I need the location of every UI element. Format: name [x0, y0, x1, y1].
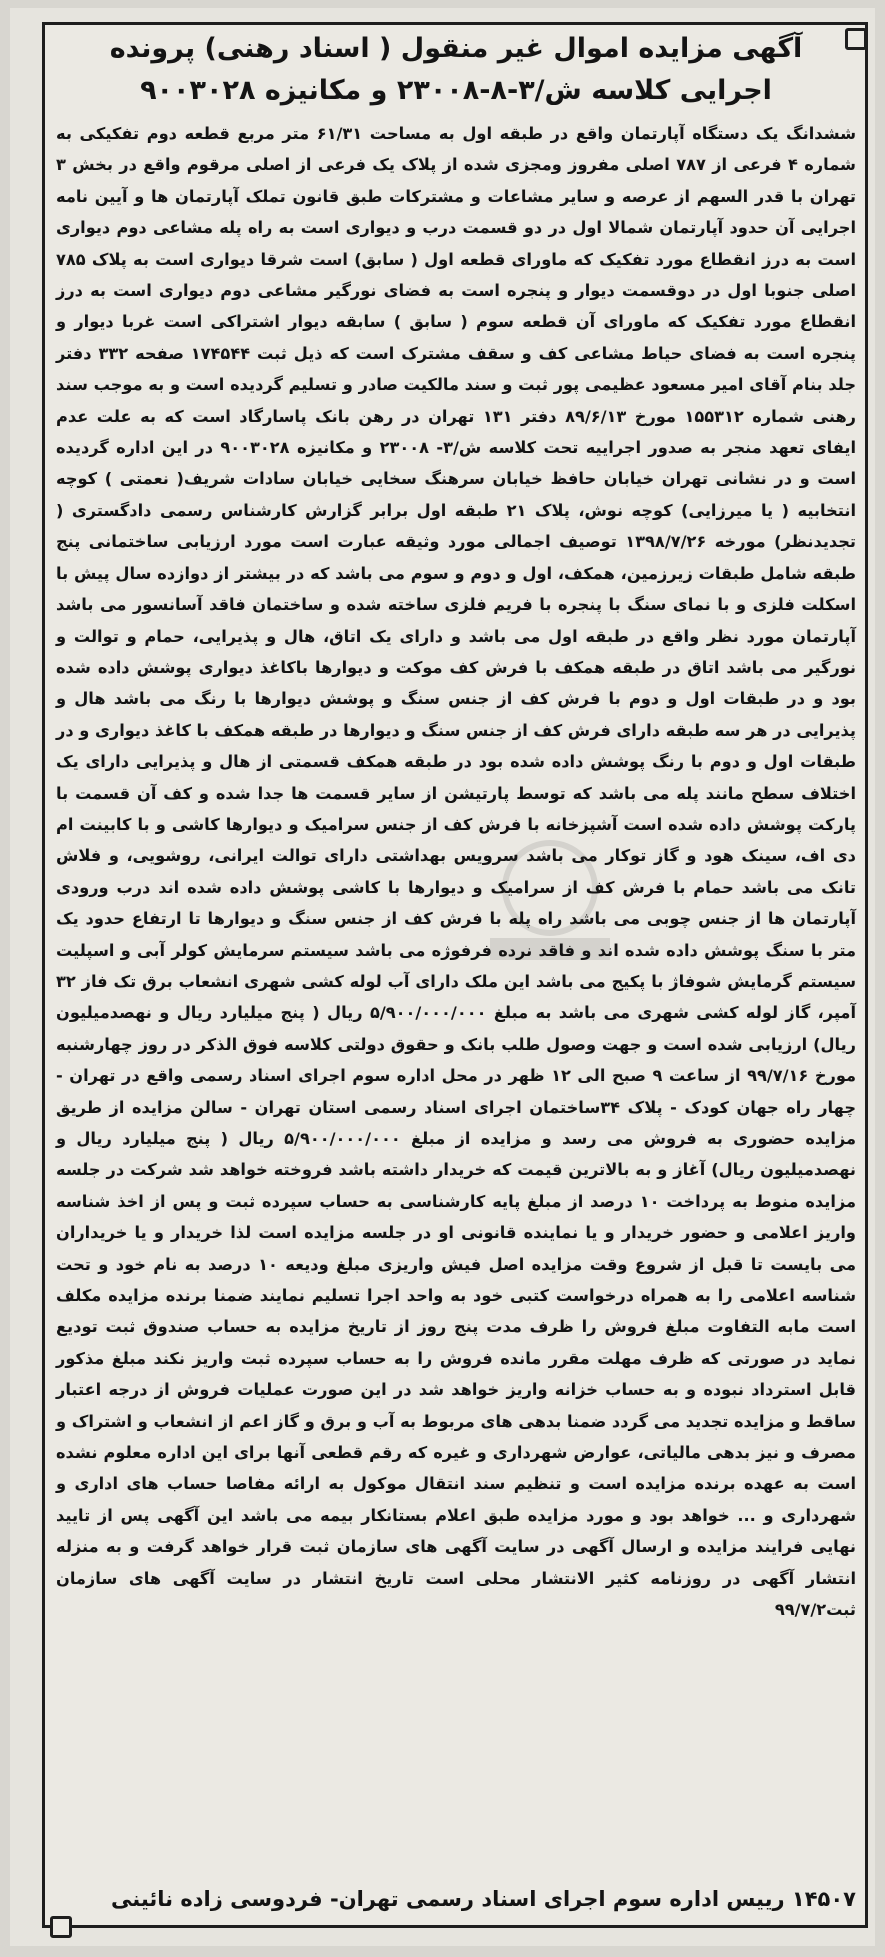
- ad-signature: ۱۴۵۰۷ رییس اداره سوم اجرای اسناد رسمی تهران- فردوسی زاده نائینی: [111, 1887, 856, 1911]
- ad-title: آگهی مزایده اموال غیر منقول ( اسناد رهنی) پرونده اجرایی کلاسه ش/۳-۸-۲۳۰۰۸ و مکانیزه ۹۰۰۳۰۲۸: [109, 33, 803, 106]
- auction-ad: [50, 28, 862, 1923]
- newspaper-clipping: [10, 8, 875, 1946]
- ad-body: ششدانگ یک دستگاه آپارتمان واقع در طبقه اول به مساحت ۶۱/۳۱ متر مربع قطعه دوم تفکیکی به شماره ۴ فرعی از ۷۸۷ اصلی مفروز ومجزی شده از پلاک یک فرعی از اصلی مرقوم واقع در بخش ۳ تهران با قدر السهم از عرصه و سایر مشاعات و مشترکات طبق قانون تملک آپارتمان ها و آیین نامه اجرایی آن حدود آپارتمان شمالا اول در دو قسمت درب و دیواری است به راه پله مشاعی دوم دیواری است به درز انقطاع مورد تفکیک که ماورای قطعه اول ( سابق) است شرقا دیواری است به پلاک ۷۸۵ اصلی جنوبا اول در دوقسمت دیوار و پنجره است به فضای نورگیر مشاعی دوم دیواری است به درز انقطاع مورد تفکیک که ماورای آن قطعه سوم ( سابق ) سابقه دیوار اشتراکی است غربا دیوار و پنجره است به فضای حیاط مشاعی کف و سقف مشترک است که ذیل ثبت ۱۷۴۵۴۴ صفحه ۳۳۲ دفتر جلد بنام آقای امیر مسعود عظیمی پور ثبت و سند مالکیت صادر و تسلیم گردیده است و به موجب سند رهنی شماره ۱۵۵۳۱۲ مورخ ۸۹/۶/۱۳ دفتر ۱۳۱ تهران در رهن بانک پاسارگاد است که به علت عدم ایفای تعهد منجر به صدور اجراییه تحت کلاسه ش/۳- ۲۳۰۰۸ و مکانیزه ۹۰۰۳۰۲۸ در این اداره گردیده است و در نشانی تهران خیابان حافظ خیابان سرهنگ سخایی خیابان سادات شریف( نعمتی ) کوچه انتخابیه ( یا میرزایی) کوچه نوش، پلاک ۲۱ طبقه اول برابر گزارش کارشناس رسمی دادگستری ( تجدیدنظر) مورخه ۱۳۹۸/۷/۲۶ توصیف اجمالی مورد وثیقه عبارت است مورد ارزیابی ساختمانی پنج طبقه شامل طبقات زیرزمین، همکف، اول و دوم و سوم می باشد که در بیشتر از دوازده سال پیش با اسکلت فلزی و با نمای سنگ با پنجره با فریم فلزی ساخته شده و ساختمان فاقد آسانسور می باشد آپارتمان مورد نظر واقع در طبقه اول می باشد و دارای یک اتاق، هال و پذیرایی، حمام و توالت و نورگیر می باشد اتاق در طبقه همکف با فرش کف موکت و دیوارها باکاغذ دیواری پوشش داده شده بود و در طبقات اول و دوم با فرش کف از جنس سنگ و پوشش دیوارها با رنگ می باشد هال و پذیرایی در هر سه طبقه دارای فرش کف از جنس سنگ و دیوارها در طبقه همکف با کاغذ دیواری و در طبقات اول و دوم با رنگ پوشش داده شده بود در طبقه همکف قسمتی از هال و پذیرایی دارای یک اختلاف سطح مانند پله می باشد که توسط پارتیشن از سایر قسمت ها جدا شده و کف آن قسمت با پارکت پوشش داده شده است آشپزخانه با فرش کف از جنس سرامیک و دیوارها کاشی و با کابینت ام دی اف، سینک هود و گاز توکار می باشد سرویس بهداشتی دارای توالت ایرانی، روشویی، و فلاش تانک می باشد حمام با فرش کف از سرامیک و دیوارها با کاشی پوشش داده شده اند درب ورودی آپارتمان ها از جنس چوبی می باشد راه پله با فرش کف از جنس سنگ و دیوارها تا ارتفاع حدود یک متر با سنگ پوشش داده شده اند و فاقد نرده فرفوژه می باشد سیستم سرمایش کولر آبی و اسپلیت سیستم گرمایش شوفاژ با پکیج می باشد این ملک دارای آب لوله کشی شهری انشعاب برق تک فاز ۳۲ آمپر، گاز لوله کشی شهری می باشد به مبلغ ۵/۹۰۰/۰۰۰/۰۰۰ ریال ( پنج میلیارد ریال و نهصدمیلیون ریال) ارزیابی شده است و جهت وصول طلب بانک و حقوق دولتی کلاسه فوق الذکر در روز چهارشنبه مورخ ۹۹/۷/۱۶ از ساعت ۹ صبح الی ۱۲ ظهر در محل اداره سوم اجرای اسناد رسمی واقع در تهران - چهار راه جهان کودک - پلاک ۳۴ساختمان اجرای اسناد رسمی استان تهران - سالن مزایده از طریق مزایده حضوری به فروش می رسد و مزایده از مبلغ ۵/۹۰۰/۰۰۰/۰۰۰ ریال ( پنج میلیارد ریال و نهصدمیلیون ریال) آغاز و به بالاترین قیمت که خریدار داشته باشد فروخته خواهد شد شرکت در جلسه مزایده منوط به پرداخت ۱۰ درصد از مبلغ پایه کارشناسی به حساب سپرده ثبت و پس از اخذ شناسه واریز اعلامی و حضور خریدار و یا نماینده قانونی او در جلسه مزایده است لذا خریدار و یا خریداران می بایست تا قبل از شروع وقت مزایده اصل فیش واریزی مبلغ ودیعه ۱۰ درصد به نام خود و تحت شناسه اعلامی را به همراه درخواست کتبی خود به واحد اجرا تسلیم نمایند ضمنا برنده مزایده مکلف است مابه التفاوت مبلغ فروش را ظرف مدت پنج روز از تاریخ مزایده به حساب صندوق ثبت تودیع نماید در صورتی که ظرف مهلت مقرر مانده فروش را به حساب سپرده ثبت واریز نکند مبلغ مذکور قابل استرداد نبوده و به حساب خزانه واریز خواهد شد در این صورت عملیات فروش از درجه اعتبار ساقط و مزایده تجدید می گردد ضمنا بدهی های مربوط به آب و برق و گاز اعم از انشعاب و اشتراک و مصرف و نیز بدهی مالیاتی، عوارض شهرداری و غیره که رقم قطعی آنها برای این اداره معلوم نشده است به عهده برنده مزایده است و تنظیم سند انتقال موکول به ارائه مفاصا حساب های اداری و شهرداری و ... خواهد بود و مورد مزایده طبق اعلام بستانکار بیمه می باشد این آگهی پس از تایید نهایی فرایند مزایده و ارسال آگهی در سایت آگهی های سازمان ثبت قرار خواهد گرفت و به منزله انتشار آگهی در روزنامه کثیر الانتشار محلی است تاریخ انتشار در سایت آگهی های سازمان ثبت۹۹/۷/۲: [56, 124, 857, 1620]
